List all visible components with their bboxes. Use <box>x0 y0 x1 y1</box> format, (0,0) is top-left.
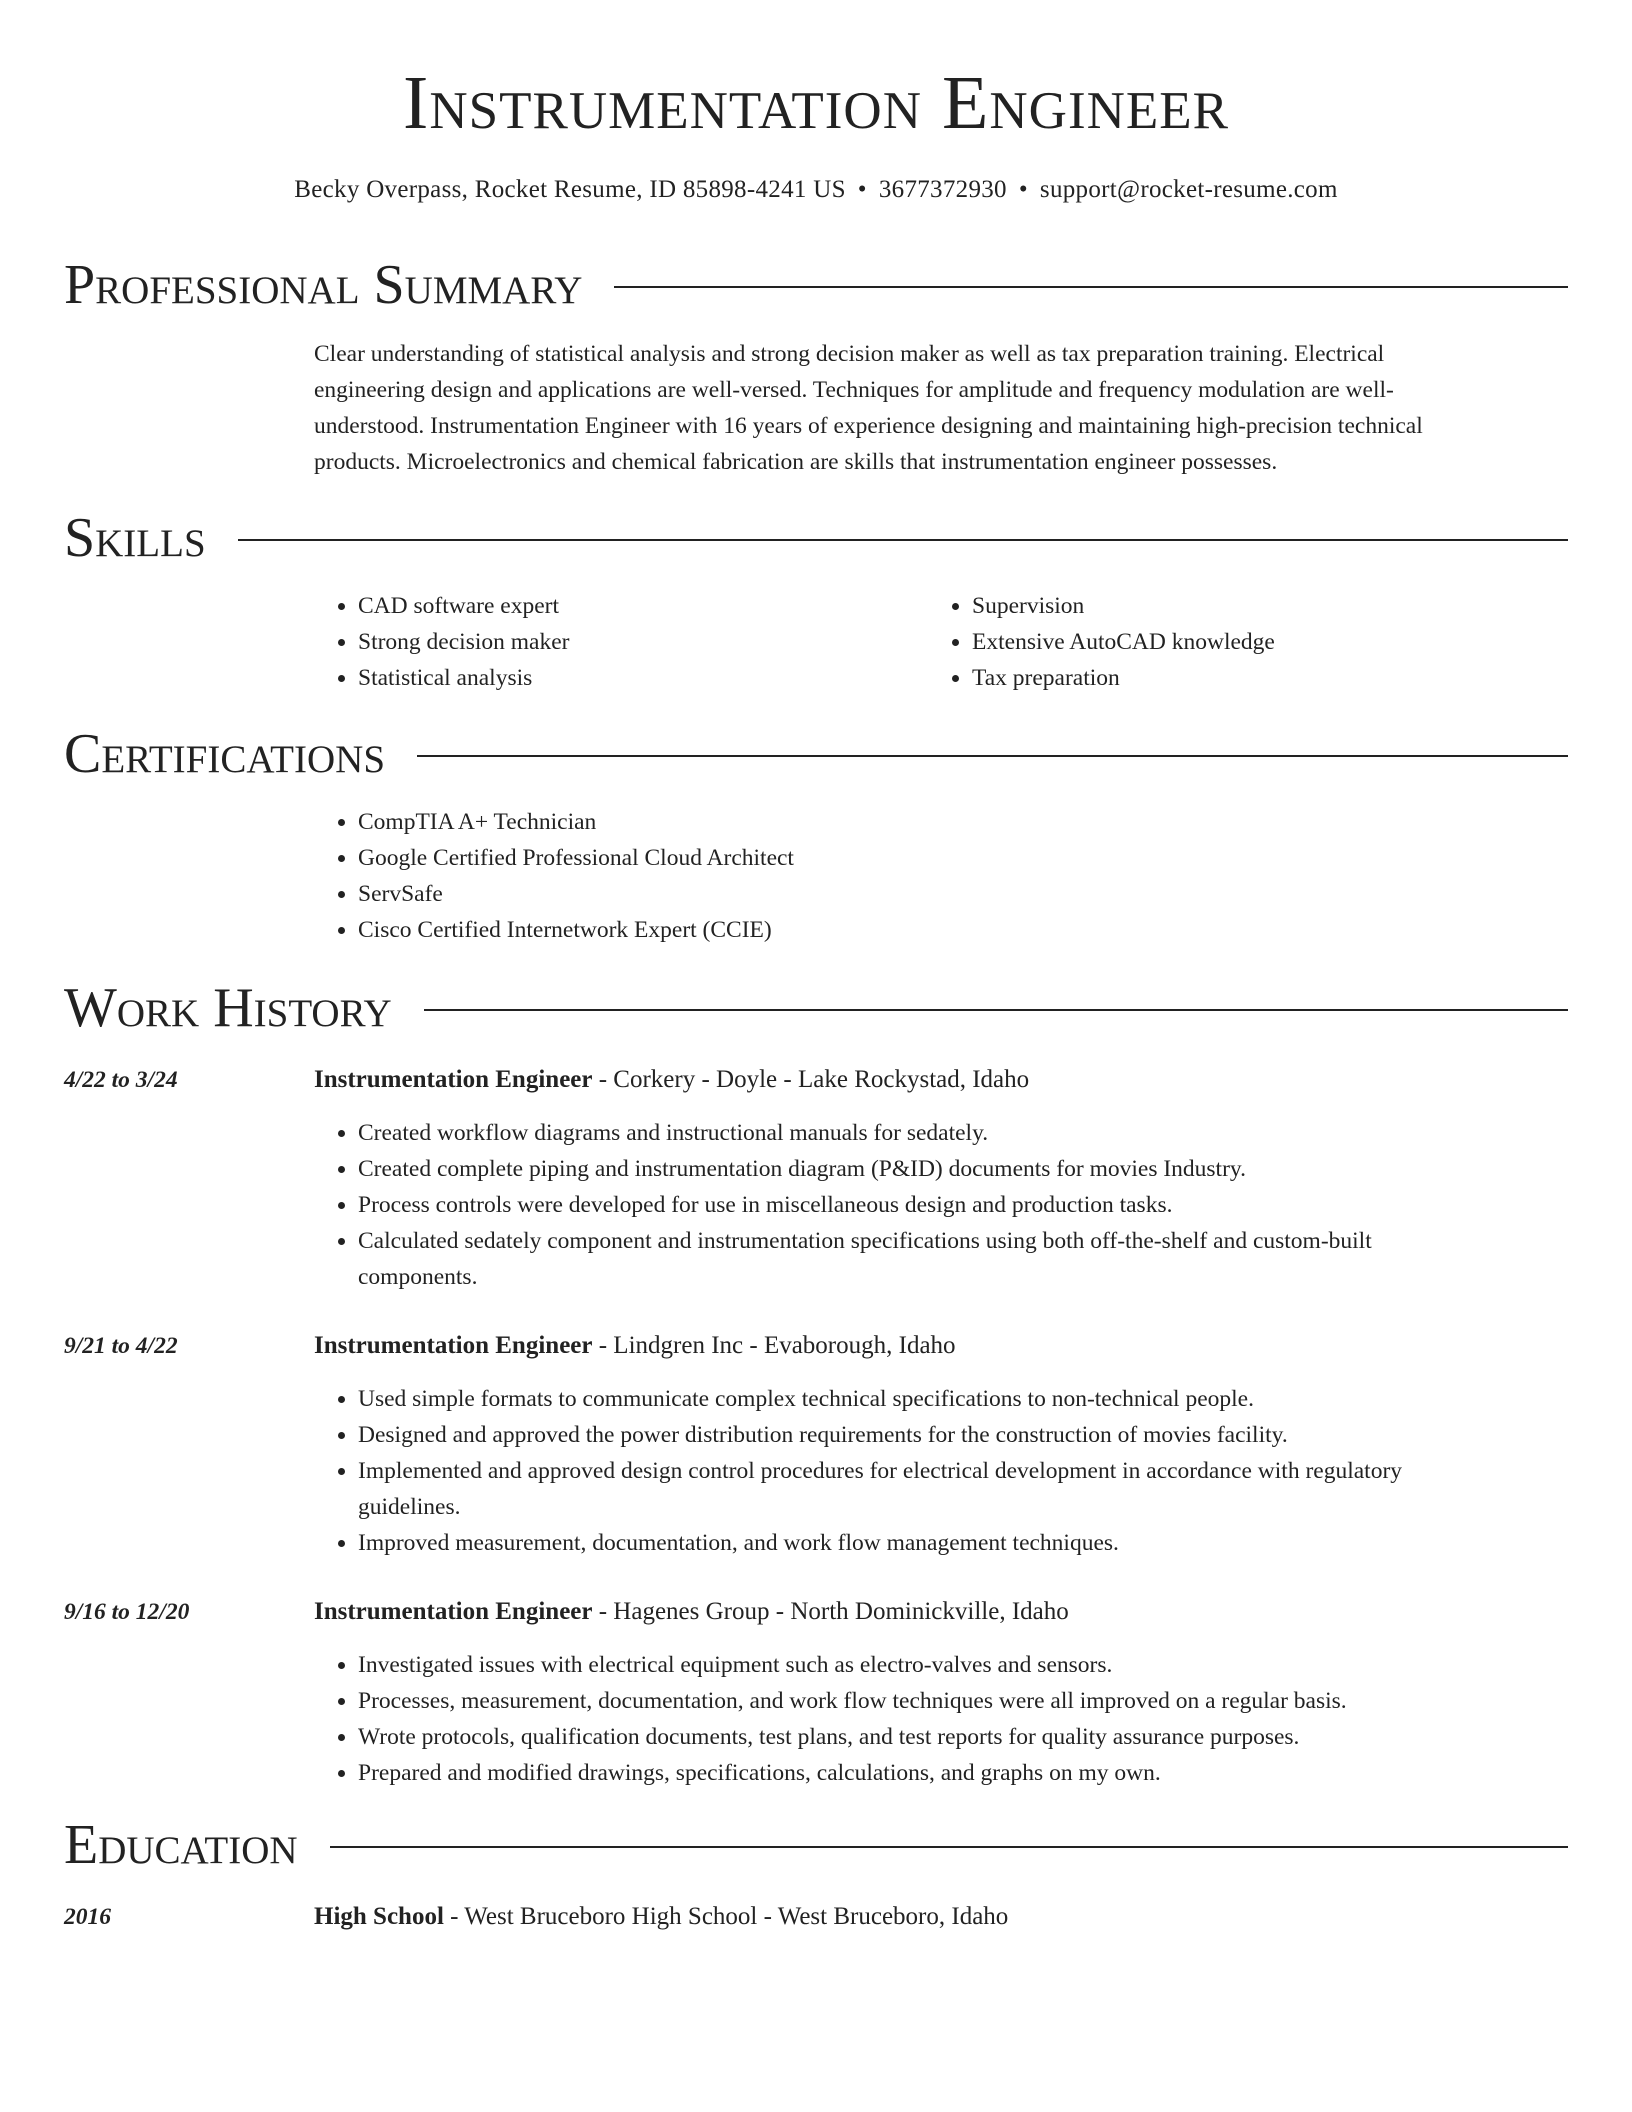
summary-heading: Professional Summary <box>64 254 583 316</box>
skills-section-header <box>64 505 1568 571</box>
job-dates: 9/16 to 12/20 <box>64 1599 190 1625</box>
certification-item: • Google Certified Professional Cloud Architect <box>358 840 1494 876</box>
section-divider <box>417 755 1568 757</box>
work-heading: Work History <box>64 977 392 1039</box>
job-heading <box>314 1328 1514 1364</box>
job-bullet: • Investigated issues with electrical equipment such as electro-valves and sensors. <box>358 1647 1494 1683</box>
section-divider <box>614 286 1568 288</box>
job-heading <box>314 1594 1514 1630</box>
job-title: Instrumentation Engineer <box>314 1332 593 1359</box>
job-title: Instrumentation Engineer <box>314 1598 593 1625</box>
job-bullet: • Prepared and modified drawings, specifications, calculations, and graphs on my own. <box>358 1755 1494 1791</box>
contact-separator: • <box>1018 176 1028 203</box>
job-details: - Corkery - Doyle - Lake Rockystad, Idaho <box>592 1066 1030 1093</box>
education-section-header <box>64 1812 1568 1878</box>
job-title: Instrumentation Engineer <box>314 1066 593 1093</box>
job-heading <box>314 1062 1514 1098</box>
section-divider <box>330 1846 1568 1848</box>
skill-item: • CAD software expert <box>358 588 914 624</box>
skill-item: • Statistical analysis <box>358 660 914 696</box>
certifications-heading: Certifications <box>64 723 386 785</box>
summary-block <box>314 336 1494 480</box>
job-bullets <box>314 1647 1494 1791</box>
job-bullet: • Process controls were developed for use in miscellaneous design and production tasks. <box>358 1187 1494 1223</box>
skill-item: • Strong decision maker <box>358 624 914 660</box>
job-bullets <box>314 1115 1494 1295</box>
job-bullet: • Processes, measurement, documentation, and work flow techniques were all improved on a regular basis. <box>358 1683 1494 1719</box>
certification-item: • Cisco Certified Internetwork Expert (CCIE) <box>358 912 1494 948</box>
section-divider <box>238 539 1568 541</box>
job-bullet: • Improved measurement, documentation, and work flow management techniques. <box>358 1525 1494 1561</box>
job-bullet: • Calculated sedately component and instrumentation specifications using both off-the-shelf and custom-built components. <box>358 1223 1494 1295</box>
certification-item: • ServSafe <box>358 876 1494 912</box>
skills-column-right <box>928 588 1528 696</box>
job-dates: 9/21 to 4/22 <box>64 1333 178 1359</box>
job-bullet: • Used simple formats to communicate complex technical specifications to non-technical people. <box>358 1381 1494 1417</box>
skill-item: • Extensive AutoCAD knowledge <box>972 624 1528 660</box>
certification-item: • CompTIA A+ Technician <box>358 804 1494 840</box>
job-bullets <box>314 1381 1494 1561</box>
skills-column-left <box>314 588 914 696</box>
certifications-section-header <box>64 721 1568 787</box>
job-bullet: • Implemented and approved design control procedures for electrical development in accordance with regulatory guidelines. <box>358 1453 1494 1525</box>
skill-item: • Supervision <box>972 588 1528 624</box>
job-bullet: • Designed and approved the power distribution requirements for the construction of movies facility. <box>358 1417 1494 1453</box>
resume-title: Instrumentation Engineer <box>403 61 1229 145</box>
job-bullet: • Created workflow diagrams and instructional manuals for sedately. <box>358 1115 1494 1151</box>
certifications-block <box>314 804 1494 948</box>
job-details: - Lindgren Inc - Evaborough, Idaho <box>592 1332 956 1359</box>
job-dates: 4/22 to 3/24 <box>64 1067 178 1093</box>
education-heading: Education <box>64 1814 298 1876</box>
skills-heading: Skills <box>64 507 206 569</box>
job-bullet: • Created complete piping and instrumentation diagram (P&ID) documents for movies Industry. <box>358 1151 1494 1187</box>
education-heading-line <box>314 1899 1514 1935</box>
skill-item: • Tax preparation <box>972 660 1528 696</box>
education-degree: High School <box>314 1903 444 1930</box>
section-divider <box>424 1009 1568 1011</box>
job-details: - Hagenes Group - North Dominickville, Idaho <box>592 1598 1069 1625</box>
contact-phone: 3677372930 <box>878 176 1007 203</box>
contact-email: support@rocket-resume.com <box>1039 176 1338 203</box>
contact-line <box>0 175 1632 205</box>
summary-text: Clear understanding of statistical analysis and strong decision maker as well as tax preparation training. Electrical engineering design and applications are well-versed. Techniques for amplitude and frequency modulation are well-understood. Instrumentation Engineer with 16 years of experience designing and maintaining high-precision technical products. Microelectronics and chemical fabrication are skills that instrumentation engineer possesses. <box>314 341 1423 475</box>
work-section-header <box>64 975 1568 1041</box>
summary-section-header <box>64 252 1568 318</box>
contact-separator: • <box>857 176 867 203</box>
education-year: 2016 <box>64 1904 111 1930</box>
education-details: - West Bruceboro High School - West Bruceboro, Idaho <box>443 1903 1009 1930</box>
job-bullet: • Wrote protocols, qualification documents, test plans, and test reports for quality assurance purposes. <box>358 1719 1494 1755</box>
contact-address: Becky Overpass, Rocket Resume, ID 85898-4241 US <box>294 176 846 203</box>
